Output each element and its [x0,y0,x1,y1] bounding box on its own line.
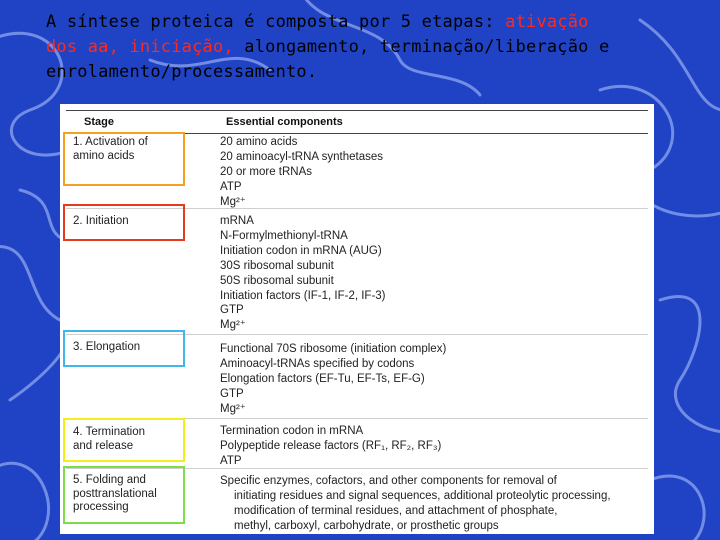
component-item: methyl, carboxyl, carbohydrate, or prosthetic groups [234,519,499,532]
components-termination [220,424,650,469]
title-text: enrolamento/processamento. [46,62,318,82]
stage-box-folding [63,466,185,524]
protein-synthesis-table [60,104,654,534]
stage-label: 3. Elongation [73,341,141,353]
component-item: Mg²⁺ [220,319,246,332]
table-header [66,110,648,134]
component-item: 50S ribosomal subunit [220,274,334,287]
component-item: Elongation factors (EF-Tu, EF-Ts, EF-G) [220,372,425,385]
stage-label: 1. Activation of amino acids [73,136,148,162]
component-item: 30S ribosomal subunit [220,259,334,272]
component-item: Initiation codon in mRNA (AUG) [220,244,382,257]
component-item: 20 or more tRNAs [220,165,313,178]
component-item: N-Formylmethionyl-tRNA [220,229,348,242]
stage-box-activation [63,132,185,186]
component-item: Polypeptide release factors (RF₁, RF₂, RF₃) [220,439,442,452]
component-item: Initiation factors (IF-1, IF-2, IF-3) [220,289,386,302]
slide-title [46,10,706,85]
stage-label: 4. Termination and release [73,426,146,452]
component-item: initiating residues and signal sequences, additional proteolytic processing, [234,489,611,502]
header-stage: Stage [84,116,114,128]
title-highlight-iniciacao: dos aa, iniciação, [46,37,234,57]
component-item: Mg²⁺ [220,402,246,415]
component-item: GTP [220,304,244,317]
components-folding [220,474,650,534]
title-line-1 [46,10,706,35]
component-item: ATP [220,180,242,193]
component-item: ATP [220,454,242,467]
component-item: mRNA [220,215,254,227]
component-item: modification of terminal residues, and attachment of phosphate, [234,504,558,517]
header-components: Essential components [226,116,343,128]
title-highlight-ativacao: ativação [505,12,589,32]
component-item: Termination codon in mRNA [220,425,364,437]
stage-box-elongation [63,330,185,367]
title-line-3 [46,60,706,85]
component-item: Functional 70S ribosome (initiation complex) [220,343,447,355]
stage-label: 2. Initiation [73,215,129,227]
component-item: 20 amino acids [220,136,298,148]
title-line-2 [46,35,706,60]
components-elongation [220,342,650,417]
component-item: Specific enzymes, cofactors, and other components for removal of [220,475,557,487]
components-activation [220,135,650,210]
stage-label: 5. Folding and posttranslational processing [73,474,157,513]
component-item: Mg²⁺ [220,195,246,208]
component-item: 20 aminoacyl-tRNA synthetases [220,150,383,163]
stage-box-initiation [63,204,185,241]
component-item: Aminoacyl-tRNAs specified by codons [220,357,415,370]
title-text: A síntese proteica é composta por 5 etapas: [46,12,506,32]
components-initiation [220,214,650,333]
stage-box-termination [63,418,185,462]
component-item: GTP [220,387,244,400]
title-text: alongamento, terminação/liberação e [233,37,610,57]
